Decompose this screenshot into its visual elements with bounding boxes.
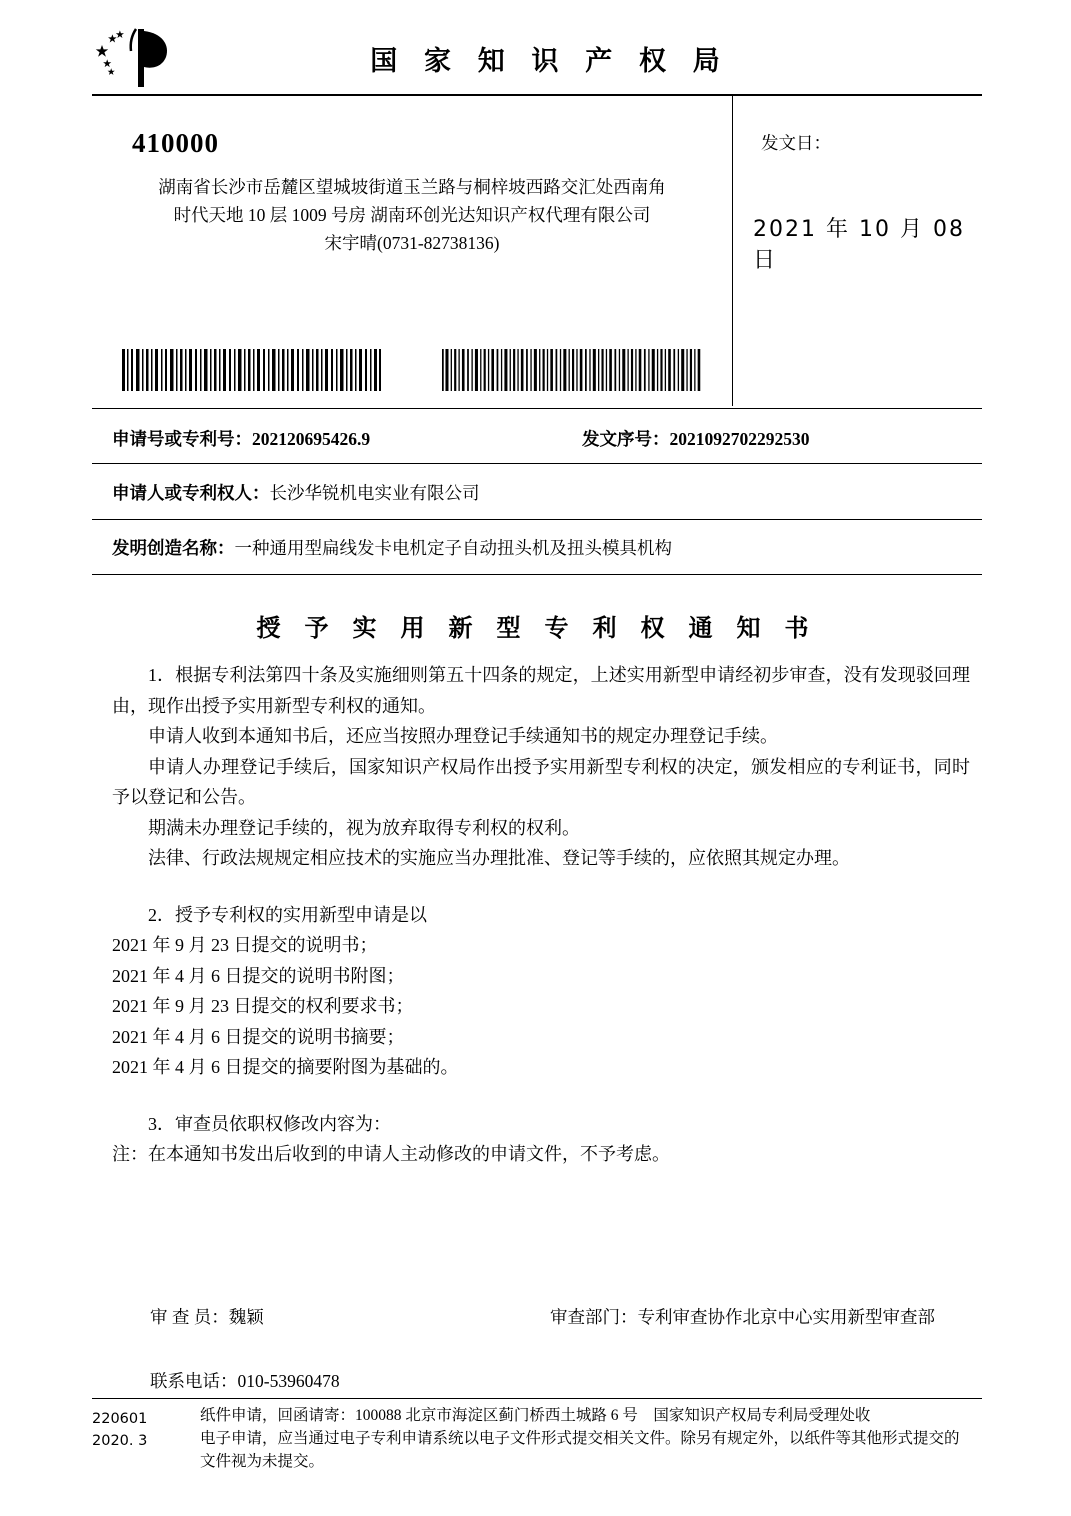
barcode-dispatch-serial — [442, 349, 702, 391]
addressee-lines — [92, 173, 732, 257]
invention-label: 发明创造名称： — [112, 538, 235, 558]
divider-3 — [92, 519, 982, 520]
row-applicant — [92, 481, 982, 517]
divider-1 — [92, 408, 982, 409]
notice-para-1e: 法律、行政法规规定相应技术的实施应当办理批准、登记等手续的，应依照其规定办理。 — [148, 848, 850, 868]
notice-para-3-note: 注：在本通知书发出后收到的申请人主动修改的申请文件，不予考虑。 — [112, 1144, 670, 1164]
application-number-value: 202120695426.9 — [252, 429, 371, 449]
notice-para-1d: 期满未办理登记手续的，视为放弃取得专利权的权利。 — [148, 817, 580, 838]
form-version: 2020. 3 — [92, 1433, 148, 1449]
dispatch-serial-value: 2021092702292530 — [669, 429, 810, 449]
invention-value: 一种通用型扁线发卡电机定子自动扭头机及扭头模具机构 — [234, 538, 672, 558]
notice-para-1b: 申请人收到本通知书后，还应当按照办理登记手续通知书的规定办理登记手续。 — [148, 726, 778, 746]
dispatch-serial-label: 发文序号： — [582, 429, 670, 449]
page-title: 国 家 知 识 产 权 局 — [370, 45, 730, 76]
row-invention-title — [92, 536, 982, 572]
phone-label: 联系电话： — [150, 1371, 238, 1391]
postal-code: 410000 — [132, 128, 219, 158]
department-row — [550, 1300, 935, 1334]
spacer-2 — [112, 1083, 970, 1109]
signature-block — [150, 1300, 980, 1398]
applicant-value: 长沙华锐机电实业有限公司 — [269, 483, 480, 503]
notice-para-2-item-1: 2021 年 9 月 23 日提交的说明书； — [112, 935, 378, 955]
footer-line-2: 电子申请，应当通过电子专利申请系统以电子文件形式提交相关文件。除另有规定外，以纸件等其他形式提交的 — [200, 1430, 960, 1447]
dispatch-date-box — [732, 96, 983, 406]
notice-body — [112, 660, 970, 1170]
barcode-row — [92, 340, 732, 400]
phone-value: 010-53960478 — [237, 1371, 340, 1391]
notice-para-2-item-3: 2021 年 9 月 23 日提交的权利要求书； — [112, 996, 414, 1016]
divider-4 — [92, 574, 982, 575]
notice-para-1c: 申请人办理登记手续后，国家知识产权局作出授予实用新型专利权的决定，颁发相应的专利证书，同时予以登记和公告。 — [112, 756, 970, 807]
footer-line-3: 文件视为未提交。 — [200, 1453, 325, 1470]
notice-para-2-item-4: 2021 年 4 月 6 日提交的说明书摘要； — [112, 1026, 405, 1047]
notice-para-2-item-5: 2021 年 4 月 6 日提交的摘要附图为基础的。 — [112, 1057, 459, 1077]
form-code: 220601 — [92, 1411, 148, 1427]
department-value: 专利审查协作北京中心实用新型审查部 — [637, 1307, 935, 1327]
address-line-3: 宋宇晴(0731-82738136) — [324, 233, 500, 253]
address-line-1: 湖南省长沙市岳麓区望城坡街道玉兰路与桐梓坡西路交汇处西南角 — [158, 177, 666, 197]
barcode-application-number — [122, 349, 382, 391]
document-header — [92, 22, 982, 96]
divider-bottom — [92, 1398, 982, 1399]
notice-title: 授 予 实 用 新 型 专 利 权 通 知 书 — [256, 616, 818, 642]
department-label: 审查部门： — [550, 1307, 638, 1327]
footer-line-1: 纸件申请，回函请寄：100088 北京市海淀区蓟门桥西土城路 6 号 国家知识产权局专利局受理处收 — [200, 1407, 871, 1424]
dispatch-date-label: 发文日： — [761, 133, 831, 153]
notice-para-2-item-2: 2021 年 4 月 6 日提交的说明书附图； — [112, 965, 405, 986]
notice-para-2-head: 2．授予专利权的实用新型申请是以 — [148, 904, 427, 925]
notice-para-3-head: 3．审查员依职权修改内容为： — [148, 1113, 391, 1134]
cnipa-emblem-icon — [92, 25, 178, 91]
application-number-label: 申请号或专利号： — [112, 429, 252, 449]
dispatch-date-value: 2021 年 10 月 08 日 — [753, 217, 965, 273]
examiner-row — [150, 1300, 980, 1334]
footer-codes — [92, 1408, 192, 1452]
applicant-label: 申请人或专利权人： — [112, 483, 270, 503]
notice-para-1a: 1．根据专利法第四十条及实施细则第五十四条的规定，上述实用新型申请经初步审查，没有发现驳回理由，现作出授予实用新型专利权的通知。 — [112, 665, 970, 716]
examiner-value: 魏颖 — [228, 1307, 264, 1327]
address-line-2: 时代天地 10 层 1009 号房 湖南环创光达知识产权代理有限公司 — [173, 205, 651, 225]
examiner-label: 审 查 员： — [150, 1307, 229, 1327]
spacer-1 — [112, 874, 970, 900]
footer-note — [92, 1404, 992, 1473]
divider-2 — [92, 463, 982, 464]
phone-row — [150, 1364, 980, 1398]
row-application-number — [92, 427, 982, 463]
footer-text — [200, 1404, 990, 1473]
